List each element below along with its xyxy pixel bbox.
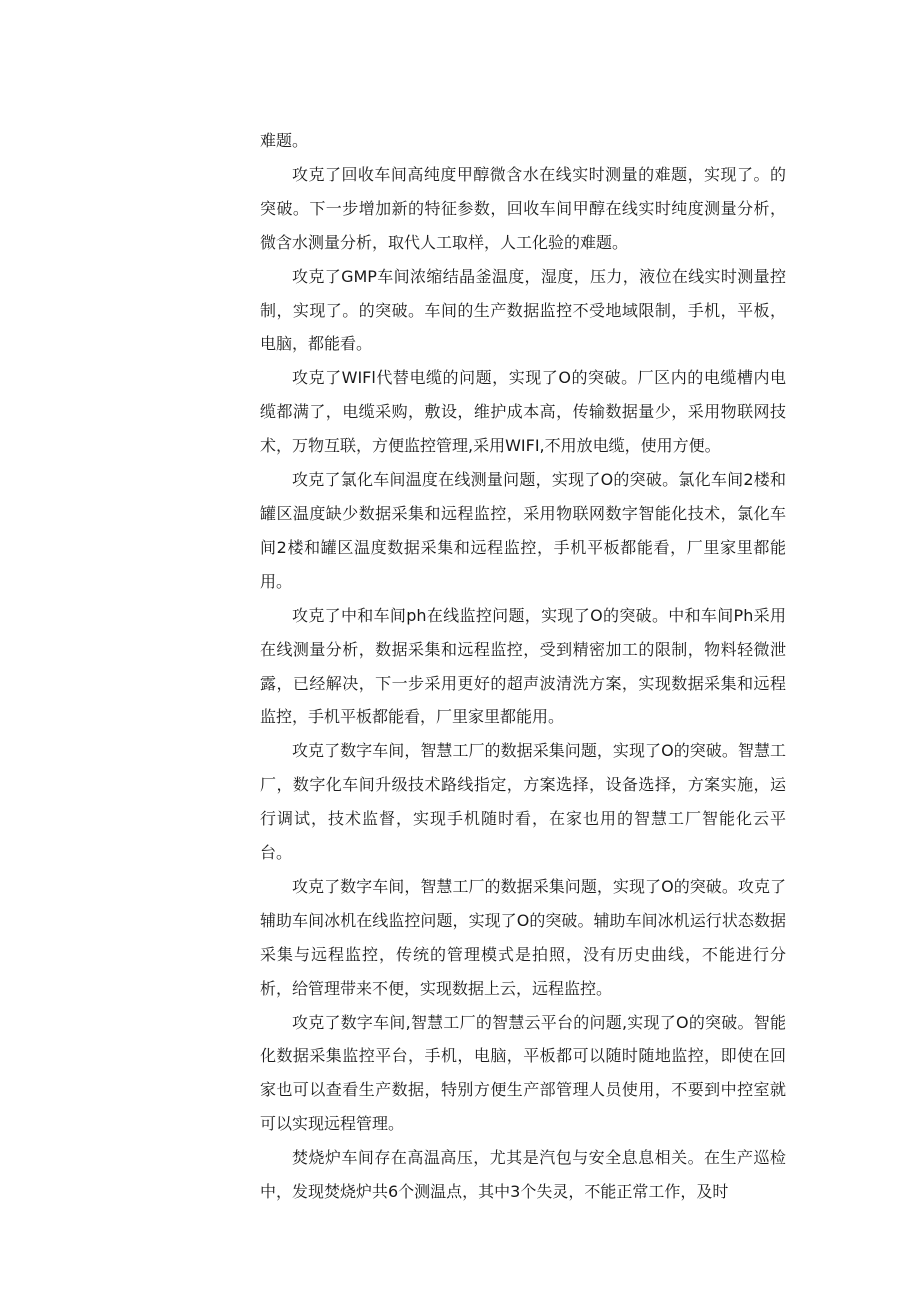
document-page bbox=[260, 124, 786, 1209]
paragraph-2: 攻克了回收车间高纯度甲醇微含水在线实时测量的难题，实现了。的突破。下一步增加新的特征参数，回收车间甲醇在线实时纯度测量分析，微含水测量分析，取代人工取样，人工化验的难题。 bbox=[260, 164, 786, 252]
paragraph-9: 攻克了数字车间,智慧工厂的智慧云平台的问题,实现了O的突破。智能化数据采集监控平台，手机，电脑，平板都可以随时随地监控，即使在回家也可以查看生产数据，特别方便生产部管理人员使用，不要到中控室就可以实现远程管理。 bbox=[260, 1012, 786, 1134]
paragraph-6: 攻克了中和车间ph在线监控问题，实现了O的突破。中和车间Ph采用在线测量分析，数据采集和远程监控，受到精密加工的限制，物料轻微泄露，已经解决，下一步采用更好的超声波清洗方案，实现数据采集和远程监控，手机平板都能看，厂里家里都能用。 bbox=[260, 605, 786, 727]
paragraph-1: 难题。 bbox=[260, 131, 309, 150]
paragraph-8: 攻克了数字车间，智慧工厂的数据采集问题，实现了O的突破。攻克了辅助车间冰机在线监控问题，实现了O的突破。辅助车间冰机运行状态数据采集与远程监控，传统的管理模式是拍照，没有历史曲线，不能进行分析，给管理带来不便，实现数据上云，远程监控。 bbox=[260, 876, 786, 998]
paragraph-4: 攻克了WIFl代替电缆的问题，实现了O的突破。厂区内的电缆槽内电缆都满了，电缆采购，敷设，维护成本高，传输数据量少，采用物联网技术，万物互联，方便监控管理,采用WIFI,不用放电缆，使用方便。 bbox=[260, 368, 786, 456]
paragraph-3: 攻克了GMP车间浓缩结晶釜温度，湿度，压力，液位在线实时测量控制，实现了。的突破。车间的生产数据监控不受地域限制，手机，平板，电脑，都能看。 bbox=[260, 266, 786, 354]
paragraph-7: 攻克了数字车间，智慧工厂的数据采集问题，实现了O的突破。智慧工厂，数字化车间升级技术路线指定，方案选择，设备选择，方案实施，运行调试，技术监督，实现手机随时看，在家也用的智慧工厂智能化云平台。 bbox=[260, 741, 786, 863]
paragraph-5: 攻克了氯化车间温度在线测量问题，实现了O的突破。氯化车间2楼和罐区温度缺少数据采集和远程监控，采用物联网数字智能化技术，氯化车间2楼和罐区温度数据采集和远程监控，手机平板都能看，厂里家里都能用。 bbox=[260, 470, 786, 591]
paragraph-10: 焚烧炉车间存在高温高压，尤其是汽包与安全息息相关。在生产巡检中，发现焚烧炉共6个测温点，其中3个失灵，不能正常工作，及时 bbox=[260, 1148, 786, 1202]
